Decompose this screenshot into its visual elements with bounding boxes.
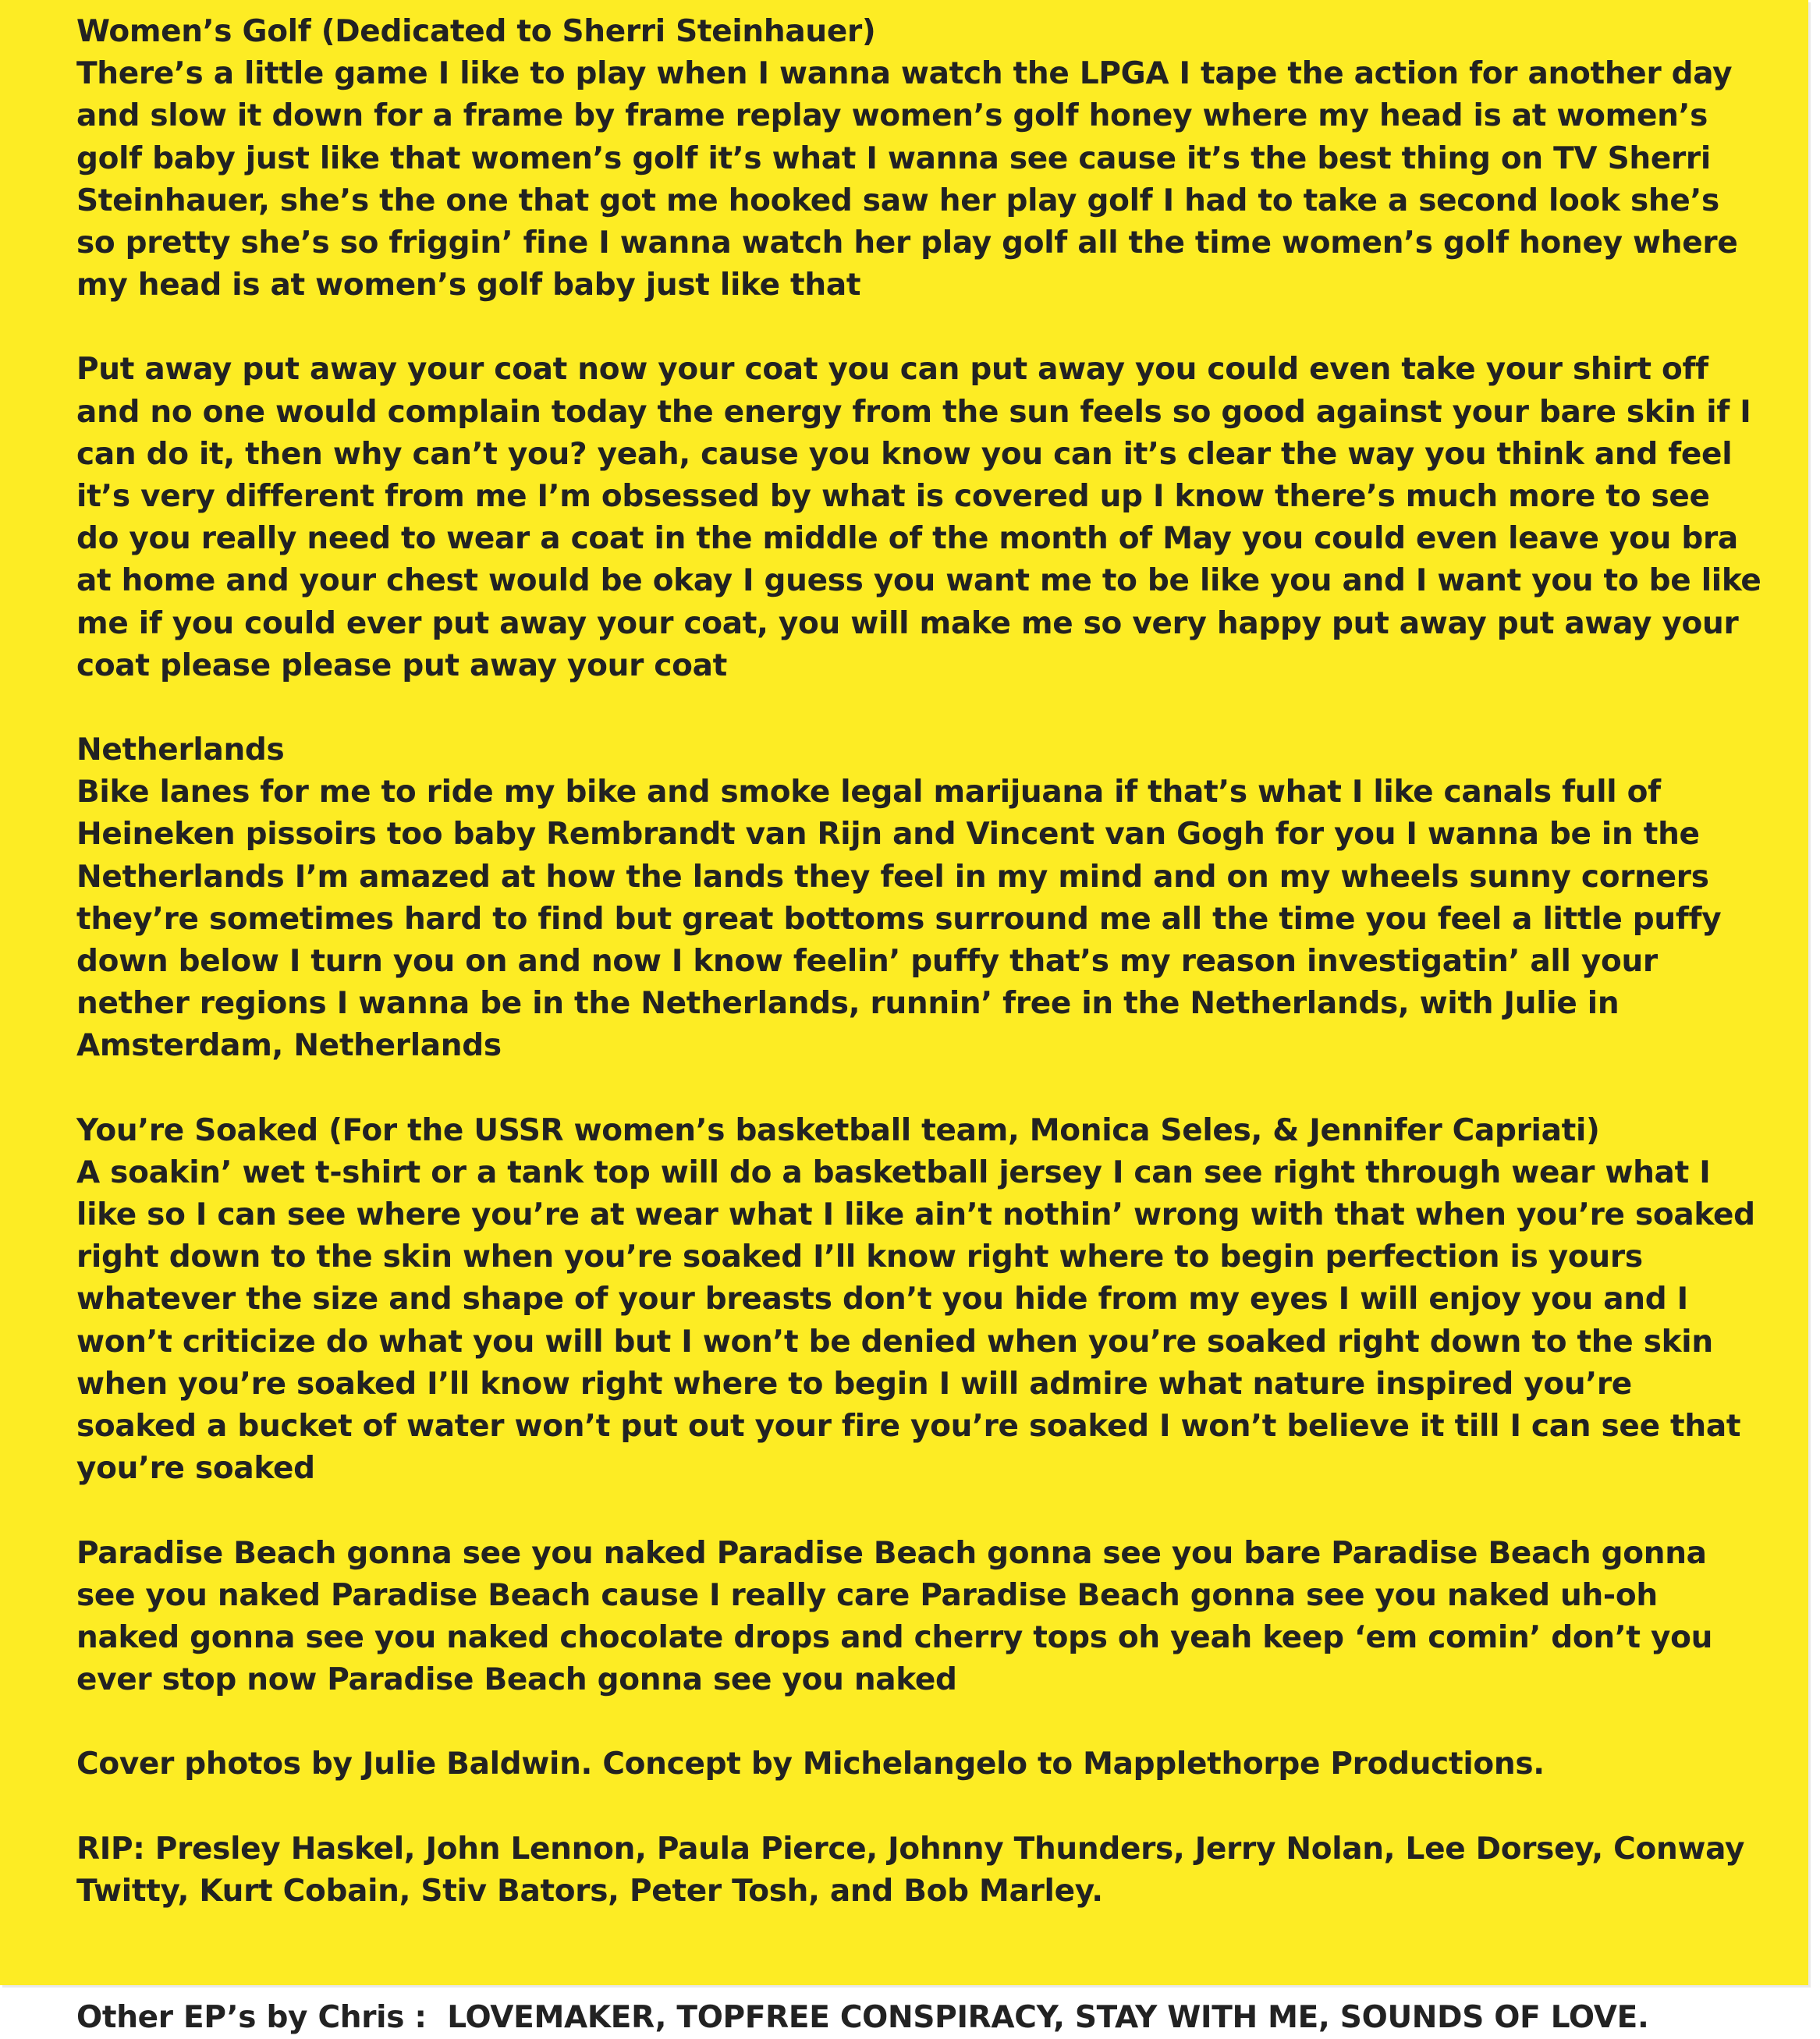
song-put-away-your-coat: [76, 349, 1761, 687]
song-lyrics: A soakin’ wet t-shirt or a tank top will do a basketball jersey I can see right through wear what I like so I can see where you’re at wear what I like ain’t nothin’ wrong with that when you’re soaked right down to the skin when you’re soaked I’ll know right where to begin perfection is yours whatever the size and shape of your breasts don’t you hide from my eyes I will enjoy you and I won’t criticize do what you will but I won’t be denied when you’re soaked right down to the skin when you’re soaked I’ll know right where to begin I will admire what nature inspired you’re soaked a bucket of water won’t put out your fire you’re soaked I won’t believe it till I can see that you’re soaked: [76, 1154, 1755, 1487]
other-eps-titles: LOVEMAKER, TOPFREE CONSPIRACY, STAY WITH ME, SOUNDS OF LOVE.: [447, 1999, 1649, 2035]
cover-credits: Cover photos by Julie Baldwin. Concept by Michelangelo to Mapplethorpe Productions.: [76, 1746, 1545, 1782]
song-paradise-beach: [76, 1533, 1761, 1702]
song-title: Netherlands: [76, 732, 285, 768]
song-lyrics: There’s a little game I like to play when I wanna watch the LPGA I tape the action for another day and slow it down for a frame by frame replay women’s golf honey where my head is at women’s golf baby just like that women’s golf it’s what I wanna see cause it’s the best thing on TV Sherri Steinhauer, she’s the one that got me hooked saw her play golf I had to take a second look she’s so pretty she’s so friggin’ fine I wanna watch her play golf all the time women’s golf honey where my head is at women’s golf baby just like that: [76, 56, 1738, 303]
song-lyrics: Bike lanes for me to ride my bike and smoke legal marijuana if that’s what I like canals full of Heineken pissoirs too baby Rembrandt van Rijn and Vincent van Gogh for you I wanna be in the Netherlands I’m amazed at how the lands they feel in my mind and on my wheels sunny corners they’re sometimes hard to find but great bottoms surround me all the time you feel a little puffy down below I turn you on and now I know feelin’ puffy that’s my reason investigatin’ all your nether regions I wanna be in the Netherlands, runnin’ free in the Netherlands, with Julie in Amsterdam, Netherlands: [76, 775, 1722, 1064]
song-youre-soaked: [76, 1110, 1761, 1491]
song-netherlands: [76, 729, 1761, 1068]
lyrics-content: [76, 11, 1761, 2039]
other-eps: [76, 1997, 1761, 2039]
song-womens-golf: [76, 11, 1761, 307]
song-lyrics: Put away put away your coat now your coat you can put away you could even take your shirt off and no one would complain today the energy from the sun feels so good against your bare skin if I can do it, then why can’t you? yeah, cause you know you can it’s clear the way you think and feel it’s very different from me I’m obsessed by what is covered up I know there’s much more to see do you really need to wear a coat in the middle of the month of May you could even leave you bra at home and your chest would be okay I guess you want me to be like you and I want you to be like me if you could ever put away your coat, you will make me so very happy put away put away your coat please please put away your coat: [76, 352, 1761, 683]
song-title: Women’s Golf (Dedicated to Sherri Steinhauer): [76, 14, 876, 49]
other-eps-label: Other EP’s by Chris :: [76, 1999, 448, 2035]
rip-list: RIP: Presley Haskel, John Lennon, Paula Pierce, Johnny Thunders, Jerry Nolan, Lee Dorsey, Conway Twitty, Kurt Cobain, Stiv Bators, Peter Tosh, and Bob Marley.: [76, 1831, 1745, 1909]
song-title: You’re Soaked (For the USSR women’s basketball team, Monica Seles, & Jennifer Capriati): [76, 1112, 1600, 1148]
song-lyrics: Paradise Beach gonna see you naked Paradise Beach gonna see you bare Paradise Beach gonna see you naked Paradise Beach cause I really care Paradise Beach gonna see you naked uh-oh naked gonna see you naked chocolate drops and cherry tops oh yeah keep ‘em comin’ don’t you ever stop now Paradise Beach gonna see you naked: [76, 1535, 1713, 1698]
